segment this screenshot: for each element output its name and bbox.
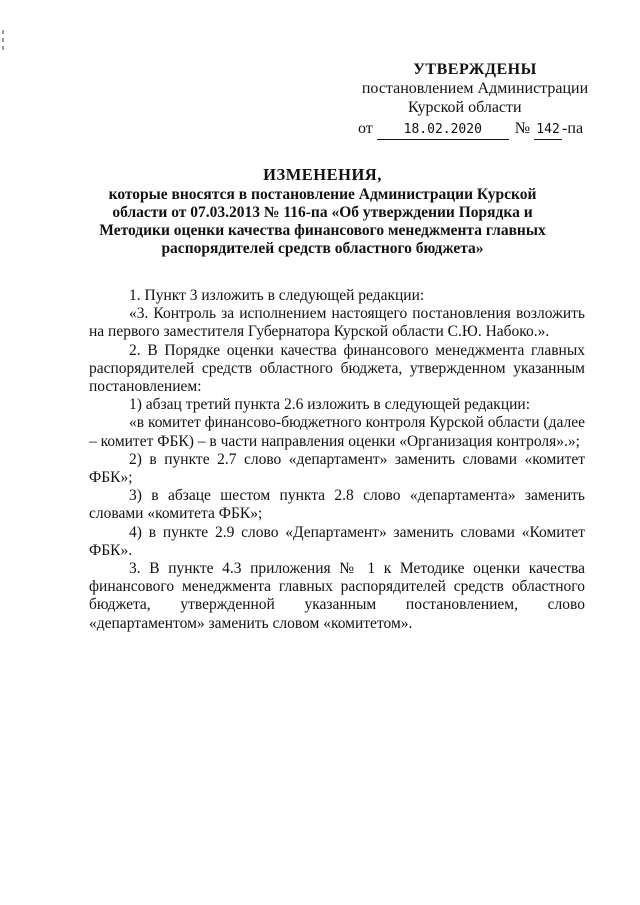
paragraph: 2. В Порядке оценки качества финансового менеджмента главных распорядителей средств областного бюджета, утвержденном указанным постановлением: (89, 341, 585, 396)
number-suffix: -па (562, 120, 584, 137)
document-subtitle: которые вносятся в постановление Администрации Курской области от 07.03.2013 № 116-па «Об утверждении Порядка и Методики оценки качества финансового менеджмента главных распорядителей средств областного бюджета» (99, 186, 546, 257)
approval-line-2: Курской области (408, 99, 522, 116)
approval-title: УТВЕРЖДЕНЫ (413, 61, 537, 78)
approval-number: 142 (534, 120, 562, 140)
paragraph: 4) в пункте 2.9 слово «Департамент» заменить словами «Комитет ФБК». (89, 523, 585, 559)
document-title: ИЗМЕНЕНИЯ, (263, 165, 382, 184)
paragraph: 1. Пункт 3 изложить в следующей редакции: (129, 287, 425, 304)
margin-tick (2, 30, 4, 34)
document-body (89, 287, 585, 633)
margin-tick (2, 46, 4, 50)
margin-tick (2, 38, 4, 42)
number-label: № (514, 120, 531, 137)
paragraph: 2) в пункте 2.7 слово «департамент» заменить словами «комитет ФБК»; (89, 450, 585, 487)
paragraph: 3. В пункте 4.3 приложения № 1 к Методике оценки качества финансового менеджмента главных распорядителей средств областного бюджета, утвержденной указанным постановлением, слово «департаментом» заменить словом «комитетом». (89, 560, 585, 632)
approval-date-row (340, 119, 610, 140)
document-heading (80, 166, 565, 258)
paragraph: 1) абзац третий пункта 2.6 изложить в следующей редакции: (129, 396, 531, 414)
paragraph: 3) в абзаце шестом пункта 2.8 слово «департамента» заменить словами «комитета ФБК»; (89, 487, 585, 523)
approval-block (340, 60, 610, 140)
approval-line-1: постановлением Администрации (361, 80, 589, 97)
from-label: от (358, 120, 373, 137)
paragraph: «в комитет финансово-бюджетного контроля Курской области (далее – комитет ФБК) – в части направления оценки «Организация контроля».»; (89, 414, 585, 450)
paragraph: «3. Контроль за исполнением настоящего постановления возложить на первого заместителя Губернатора Курской области С.Ю. Набоко.». (89, 305, 585, 341)
approval-date: 18.02.2020 (377, 120, 509, 140)
